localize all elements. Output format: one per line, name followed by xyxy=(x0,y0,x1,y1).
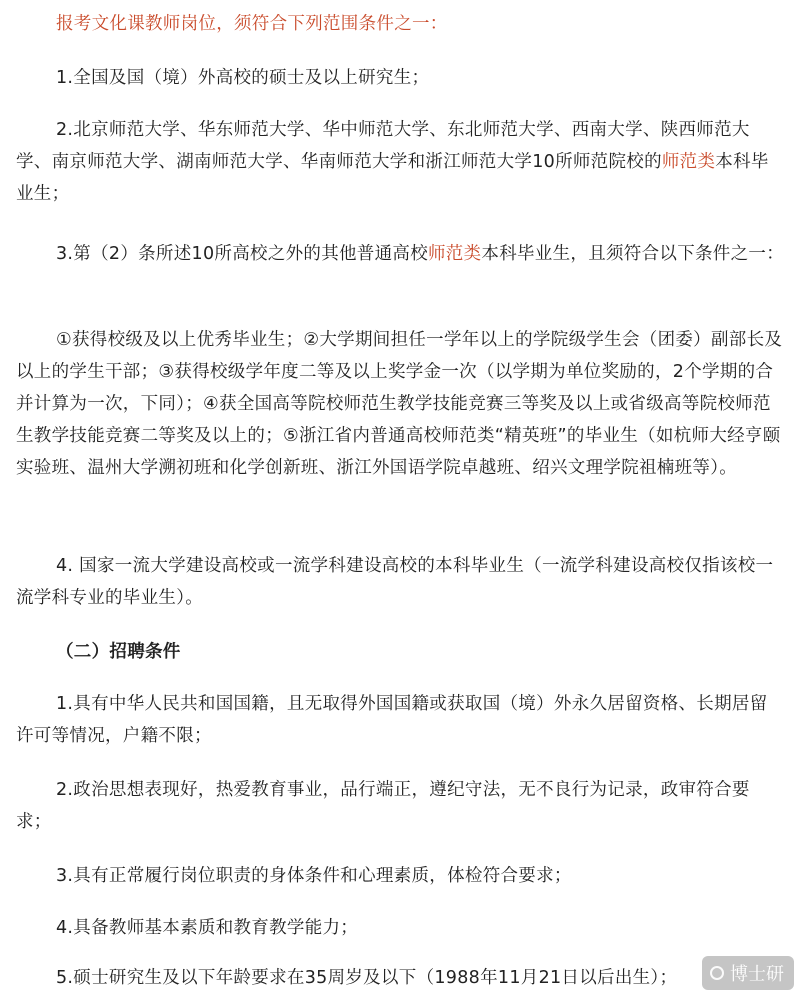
requirement-item-2: 2.政治思想表现好，热爱教育事业，品行端正，遵纪守法，无不良行为记录，政审符合要求； xyxy=(16,780,750,832)
condition-item-2-text: 2.北京师范大学、华东师范大学、华中师范大学、东北师范大学、西南大学、陕西师范大学、南京师范大学、湖南师范大学、华南师范大学和浙江师范大学10所师范院校的 xyxy=(16,120,750,172)
condition-item-1: 1.全国及国（境）外高校的硕士及以上研究生； xyxy=(56,68,430,88)
condition-item-3-subconditions: ①获得校级及以上优秀毕业生；②大学期间担任一学年以上的学院级学生会（团委）副部长及以上的学生干部；③获得校级学年度二等及以上奖学金一次（以学期为单位奖励的，2个学期的合并计算为一次，下同）；④获全国高等院校师范生教学技能竞赛三等奖及以上或省级高等院校师范生教学技能竞赛二等奖及以上的；⑤浙江省内普通高校师范类“精英班”的毕业生（如杭师大经亨颐实验班、温州大学溯初班和化学创新班、浙江外国语学院卓越班、绍兴文理学院祖楠班等）。 xyxy=(16,330,783,478)
condition-item-2-tail: 本科毕业生； xyxy=(16,152,769,204)
condition-item-3-text: 3.第（2）条所述10所高校之外的其他普通高校 xyxy=(56,244,428,264)
watermark-logo-icon xyxy=(710,966,724,980)
section-heading-recruitment: （二）招聘条件 xyxy=(56,642,181,662)
intro-text: 报考文化课教师岗位，须符合下列范围条件之一： xyxy=(56,14,448,34)
requirement-item-1: 1.具有中华人民共和国国籍，且无取得外国国籍或获取国（境）外永久居留资格、长期居留许可等情况，户籍不限； xyxy=(16,694,768,746)
highlight-normal-major: 师范类 xyxy=(661,152,716,172)
condition-item-3 xyxy=(16,238,784,270)
condition-item-2 xyxy=(16,114,784,210)
condition-item-3-tail: 本科毕业生，且须符合以下条件之一： xyxy=(481,244,785,264)
requirement-item-5: 5.硕士研究生及以下年龄要求在35周岁及以下（1988年11月21日以后出生）； xyxy=(56,968,678,988)
condition-item-4: 4. 国家一流大学建设高校或一流学科建设高校的本科毕业生（一流学科建设高校仅指该校一流学科专业的毕业生）。 xyxy=(16,556,774,608)
requirement-item-4: 4.具备教师基本素质和教育教学能力； xyxy=(56,918,359,938)
watermark-text: 博士研 xyxy=(730,964,784,985)
requirement-item-3: 3.具有正常履行岗位职责的身体条件和心理素质，体检符合要求； xyxy=(56,866,572,886)
watermark-badge xyxy=(702,956,794,990)
highlight-normal-major: 师范类 xyxy=(428,244,482,264)
